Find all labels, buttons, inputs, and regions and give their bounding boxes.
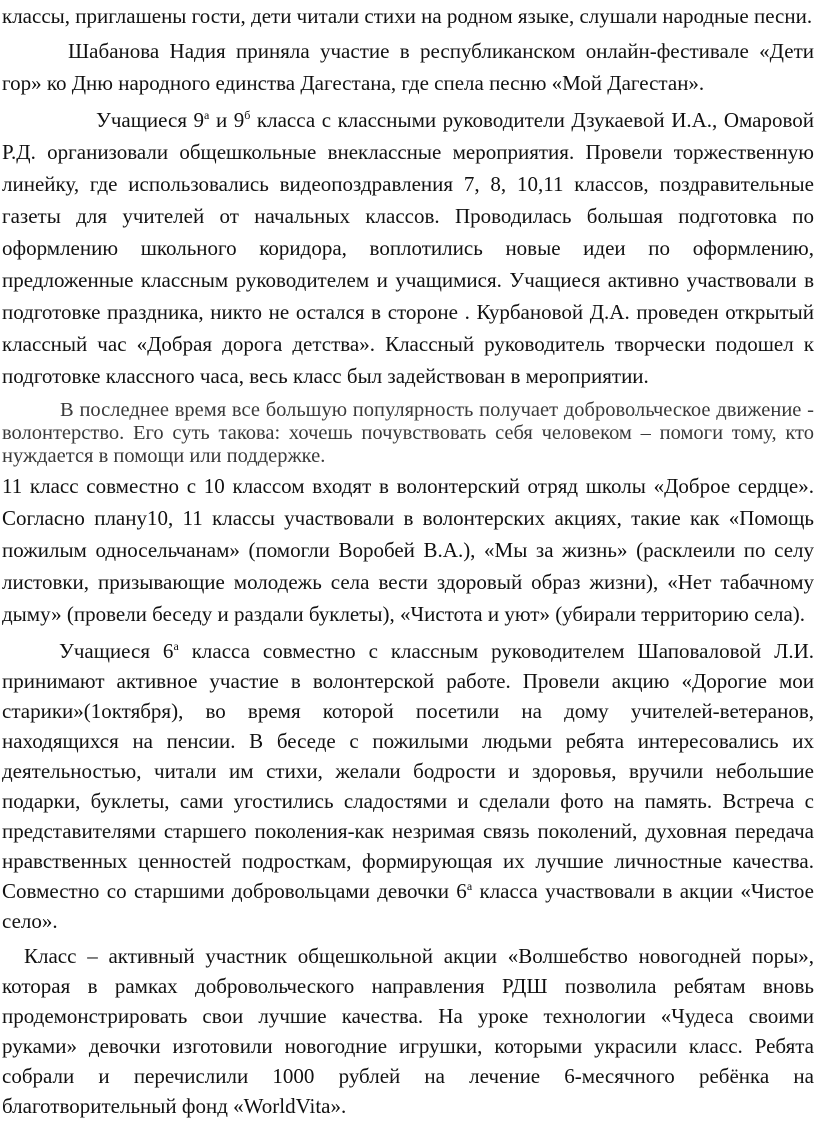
paragraph-3 [2, 104, 814, 392]
paragraph-2: Шабанова Надия приняла участие в республиканском онлайн-фестивале «Дети гор» ко Дню народного единства Дагестана, где спела песню «Мой Дагестан». [2, 39, 814, 95]
class-letter-superscript: а [173, 639, 179, 653]
paragraph-6 [2, 636, 814, 936]
paragraph-5: 11 класс совместно с 10 классом входят в волонтерский отряд школы «Доброе сердце». Согласно плану10, 11 классы участвовали в волонтерских акциях, такие как «Помощь пожилым односельчанам» (помогли Воробей В.А.), «Мы за жизнь» (расклеили по селу листовки, призывающие молодежь села вести здоровый образ жизни), «Нет табачному дыму» (провели беседу и раздали буклеты), «Чистота и уют» (убирали территорию села). [2, 474, 814, 626]
paragraph-6-text-b: класса совместно с классным руководителем Шаповаловой Л.И. принимают активное участие в волонтерской работе. Провели акцию «Дорогие мои старики»(1октября), во время которой посетили на дому учителей-ветеранов, находящихся на пенсии. В беседе с пожилыми людьми ребята интересовались их деятельностью, читали им стихи, желали бодрости и здоровья, вручили небольшие подарки, буклеты, сами угостились сладостями и сделали фото на память. Встреча с представителями старшего поколения-как незримая связь поколений, духовная передача нравственных ценностей подросткам, формирующая их лучшие личностные качества. Совместно со старшими добровольцами девочки 6 [2, 639, 814, 903]
paragraph-7: Класс – активный участник общешкольной акции «Волшебство новогодней поры», которая в рамках добровольческого направления РДШ позволила ребятам вновь продемонстрировать свои лучшие качества. На уроке технологии «Чудеса своими руками» девочки изготовили новогодние игрушки, которыми украсили класс. Ребята собрали и перечислили 1000 рублей на лечение 6-месячного ребёнка на благотворительный фонд «WorldVita». [2, 944, 814, 1118]
class-letter-superscript: б [244, 108, 251, 122]
paragraph-6-text-c: класса участвовали в акции «Чистое село». [2, 879, 815, 933]
paragraph-6-text-a: Учащиеся 6 [59, 639, 174, 663]
paragraph-3-text-a: Учащиеся 9 [96, 108, 205, 132]
class-letter-superscript: а [204, 108, 210, 122]
class-letter-superscript: а [466, 879, 473, 893]
paragraph-3-text-b: и 9 [209, 108, 245, 132]
paragraph-3-text-c: класса с классными руководители Дзукаевой И.А., Омаровой Р.Д. организовали общешкольные внеклассные мероприятия. Провели торжественную линейку, где использовались видеопоздравления 7, 8, 10,11 классов, поздравительные газеты для учителей от начальных классов. Проводилась большая подготовка по оформлению школьного коридора, воплотились новые идеи по оформлению, предложенные классным руководителем и учащимися. Учащиеся активно участвовали в подготовке праздника, никто не остался в стороне . Курбановой Д.А. проведен открытый классный час «Добрая дорога детства». Классный руководитель творчески подошел к подготовке классного часа, весь класс был задействован в мероприятии. [2, 108, 814, 388]
paragraph-1: классы, приглашены гости, дети читали стихи на родном языке, слушали народные песни. [2, 4, 813, 28]
paragraph-4: В последнее время все большую популярность получает добровольческое движение - волонтерство. Его суть такова: хочешь почувствовать себя человеком – помоги тому, кто нуждается в помощи или поддержке. [2, 399, 814, 467]
